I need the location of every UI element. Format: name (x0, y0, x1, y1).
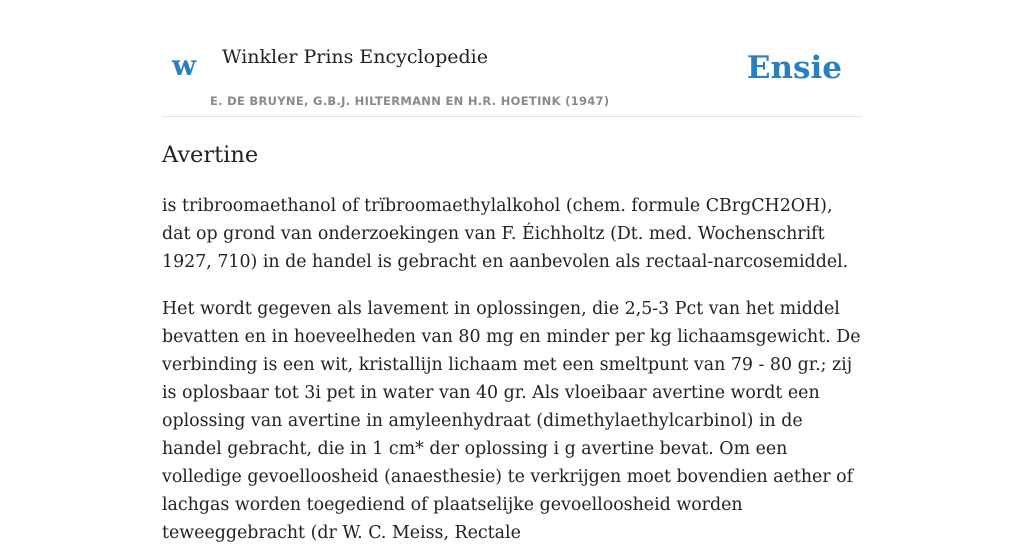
encyclopedia-header (162, 30, 862, 117)
encyclopedia-title[interactable]: Winkler Prins Encyclopedie (222, 46, 488, 68)
article-paragraph: Het wordt gegeven als lavement in oplossingen, die 2,5-3 Pct van het middel bevatten en in hoeveelheden van 80 mg en minder per kg lichaamsgewicht. De verbinding is een wit, kristallijn lichaam met een smeltpunt van 79 - 80 gr.; zij is oplosbaar tot 3i pet in water van 40 gr. Als vloeibaar avertine wordt een oplossing van avertine in amyleenhydraat (dimethylaethylcarbinol) in de handel gebracht, die in 1 cm* der oplossing i g avertine bevat. Om een volledige gevoelloosheid (anaesthesie) te verkrijgen moet bovendien aether of lachgas worden toegediend of plaatselijke gevoelloosheid worden teweeggebracht (dr W. C. Meiss, Rectale (162, 299, 861, 543)
article-paragraph: is tribroomaethanol of trïbroomaethylalkohol (chem. formule CBrgCH2OH), dat op grond van onderzoekingen van F. Éichholtz (Dt. med. Wochenschrift 1927, 710) in de handel is gebracht en aanbevolen als rectaal-narcosemiddel. (162, 196, 849, 272)
encyclopedia-authors: E. DE BRUYNE, G.B.J. HILTERMANN EN H.R. HOETINK (1947) (210, 94, 610, 108)
article (162, 138, 862, 547)
ensie-brand-link[interactable]: Ensie (746, 50, 842, 86)
article-title: Avertine (162, 142, 259, 168)
winkler-prins-logo[interactable]: w (172, 49, 197, 82)
